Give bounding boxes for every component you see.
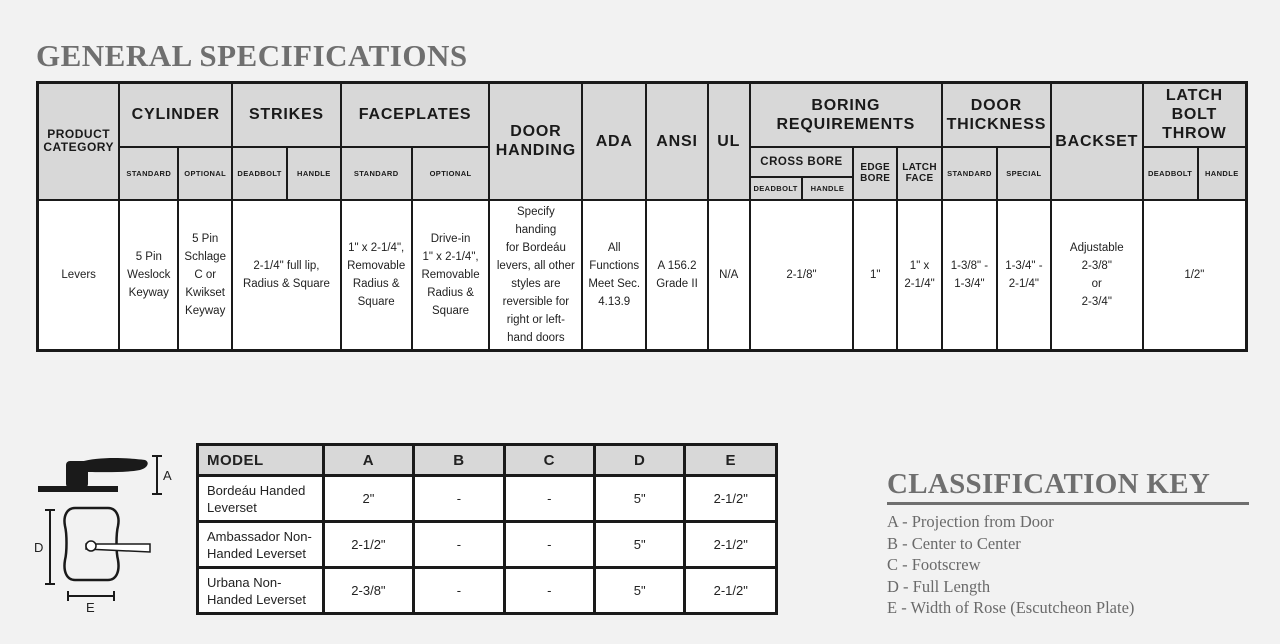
- subheader-cylinder-standard: STANDARD: [119, 147, 178, 200]
- model-header-e: E: [685, 445, 777, 476]
- subheader-cylinder-optional: OPTIONAL: [178, 147, 232, 200]
- model-value-a: 2-1/2": [323, 522, 414, 568]
- model-value-b: -: [414, 476, 504, 522]
- subheader-strikes-handle: HANDLE: [287, 147, 341, 200]
- classification-key-title: CLASSIFICATION KEY: [887, 468, 1249, 505]
- header-strikes: STRIKES: [232, 83, 341, 147]
- cell-faceplates-optional: Drive-in 1" x 2-1/4", Removable Radius & Square: [412, 200, 490, 351]
- lever-dimension-diagram: [30, 448, 190, 623]
- model-dimensions-table: [196, 443, 778, 615]
- table-row: [198, 476, 777, 522]
- cell-edge-bore: 1": [853, 200, 897, 351]
- model-value-e: 2-1/2": [685, 568, 777, 614]
- model-header-d: D: [595, 445, 685, 476]
- subheader-throw-deadbolt: DEADBOLT: [1143, 147, 1198, 200]
- dimension-label-d: D: [34, 540, 44, 555]
- model-header-a: A: [323, 445, 414, 476]
- classification-key: [887, 468, 1249, 619]
- table-row: [38, 200, 1247, 351]
- subheader-cross-bore-deadbolt: DEADBOLT: [750, 177, 802, 200]
- list-item: C - Footscrew: [887, 555, 981, 574]
- cell-backset: Adjustable 2-3/8" or 2-3/4": [1051, 200, 1143, 351]
- subheader-thickness-standard: STANDARD: [942, 147, 997, 200]
- header-cylinder: CYLINDER: [119, 83, 232, 147]
- header-boring-requirements: BORING REQUIREMENTS: [750, 83, 942, 147]
- cell-cylinder-optional: 5 Pin Schlage C or Kwikset Keyway: [178, 200, 232, 351]
- subheader-throw-handle: HANDLE: [1198, 147, 1247, 200]
- model-value-c: -: [504, 476, 594, 522]
- model-value-d: 5": [595, 522, 685, 568]
- subheader-faceplates-standard: STANDARD: [341, 147, 412, 200]
- list-item: D - Full Length: [887, 576, 991, 596]
- model-name: Ambassador Non- Handed Leverset: [198, 522, 324, 568]
- header-product-category: PRODUCT CATEGORY: [38, 83, 120, 200]
- subheader-cross-bore: CROSS BORE: [750, 147, 854, 177]
- cell-ada: All Functions Meet Sec. 4.13.9: [582, 200, 646, 351]
- model-value-e: 2-1/2": [685, 522, 777, 568]
- page-title: GENERAL SPECIFICATIONS: [36, 38, 468, 73]
- model-header-b: B: [414, 445, 504, 476]
- list-item: A - Projection from Door: [887, 512, 1054, 531]
- cell-product-category: Levers: [38, 200, 120, 351]
- cell-ul: N/A: [708, 200, 750, 351]
- subheader-latch-face: LATCH FACE: [897, 147, 942, 200]
- list-item: E - Width of Rose (Escutcheon Plate): [887, 598, 1135, 617]
- model-value-e: 2-1/2": [685, 476, 777, 522]
- model-value-c: -: [504, 568, 594, 614]
- header-ada: ADA: [582, 83, 646, 200]
- cell-faceplates-standard: 1" x 2-1/4", Removable Radius & Square: [341, 200, 412, 351]
- list-item: B - Center to Center: [887, 533, 1021, 553]
- dimension-label-a: A: [163, 468, 172, 483]
- subheader-strikes-deadbolt: DEADBOLT: [232, 147, 287, 200]
- cell-door-thickness-standard: 1-3/8" - 1-3/4": [942, 200, 997, 351]
- model-header-model: MODEL: [198, 445, 324, 476]
- header-ansi: ANSI: [646, 83, 708, 200]
- cell-latch-bolt-throw: 1/2": [1143, 200, 1247, 351]
- model-value-b: -: [414, 522, 504, 568]
- table-row: [198, 522, 777, 568]
- model-value-d: 5": [595, 476, 685, 522]
- cell-ansi: A 156.2 Grade II: [646, 200, 708, 351]
- dimension-label-e: E: [86, 600, 95, 615]
- table-row: [198, 568, 777, 614]
- model-value-c: -: [504, 522, 594, 568]
- cell-door-handing: Specify handing for Bordeáu levers, all other styles are reversible for right or left- hand doors: [489, 200, 582, 351]
- header-door-thickness: DOOR THICKNESS: [942, 83, 1051, 147]
- cell-door-thickness-special: 1-3/4" - 2-1/4": [997, 200, 1051, 351]
- model-value-b: -: [414, 568, 504, 614]
- subheader-cross-bore-handle: HANDLE: [802, 177, 854, 200]
- header-latch-bolt-throw: LATCH BOLT THROW: [1143, 83, 1247, 147]
- subheader-faceplates-optional: OPTIONAL: [412, 147, 490, 200]
- model-name: Bordeáu Handed Leverset: [198, 476, 324, 522]
- specifications-table: [36, 81, 1248, 352]
- model-name: Urbana Non- Handed Leverset: [198, 568, 324, 614]
- model-value-a: 2-3/8": [323, 568, 414, 614]
- header-backset: BACKSET: [1051, 83, 1143, 200]
- subheader-thickness-special: SPECIAL: [997, 147, 1051, 200]
- subheader-edge-bore: EDGE BORE: [853, 147, 897, 200]
- header-faceplates: FACEPLATES: [341, 83, 490, 147]
- cell-latch-face: 1" x 2-1/4": [897, 200, 942, 351]
- model-value-a: 2": [323, 476, 414, 522]
- header-door-handing: DOOR HANDING: [489, 83, 582, 200]
- model-value-d: 5": [595, 568, 685, 614]
- model-header-c: C: [504, 445, 594, 476]
- cell-strikes: 2-1/4" full lip, Radius & Square: [232, 200, 341, 351]
- header-ul: UL: [708, 83, 750, 200]
- cell-cross-bore: 2-1/8": [750, 200, 854, 351]
- classification-key-list: [887, 511, 1249, 619]
- cell-cylinder-standard: 5 Pin Weslock Keyway: [119, 200, 178, 351]
